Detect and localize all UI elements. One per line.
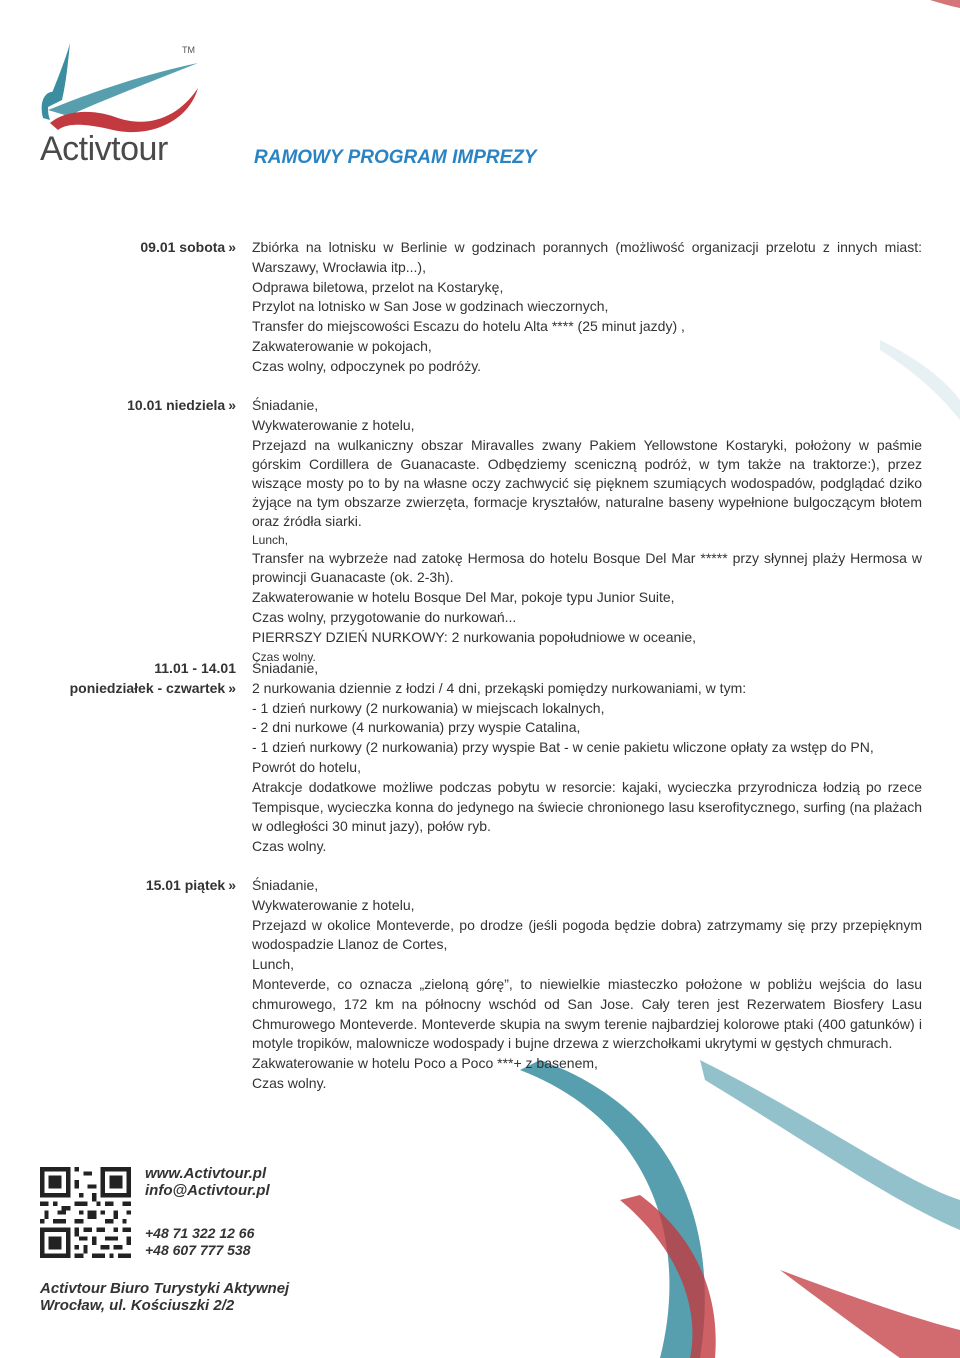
day-separator: » (228, 397, 236, 413)
program-line: Śniadanie, (252, 877, 319, 893)
program-line: Przylot na lotnisko w San Jose w godzinach wieczornych, (252, 298, 609, 315)
program-line: Zakwaterowanie w hotelu Poco a Poco ***+ z basenem, (252, 1055, 598, 1072)
program-line: Czas wolny. (252, 649, 316, 664)
footer-phone: +48 607 777 538 (145, 1242, 251, 1258)
footer-email[interactable]: info@Activtour.pl (145, 1182, 270, 1199)
program-line: Przejazd w okolice Monteverde, po drodze (jeśli pogoda będzie dobra) zatrzymamy się przy przepięknym wodospadzie Llanoz de Cortes, (252, 916, 922, 953)
program-line: Śniadanie, (252, 660, 319, 676)
program-line: Odprawa biletowa, przelot na Kostarykę, (252, 278, 504, 295)
program-line: Monteverde, co oznacza „zieloną górę”, to niewielkie miasteczko położone w pobliżu wejścia do lasu chmurowego, 172 km na północny wschód od San Jose. Cały teren jest Rezerwatem Biosfery Lasu Chmurowego Monteverde. Monteverde skupia na swym terenie najbardziej kolorowe ptaki (400 gatunków) i motyle tropików, malownicze wodospady i bujne drzewa z wierzchołkami ukrytymi w gęstych chmurach. (252, 975, 922, 1052)
day-label (0, 238, 236, 258)
program-line: Zakwaterowanie w pokojach, (252, 337, 432, 354)
page-title: RAMOWY PROGRAM IMPREZY (254, 147, 537, 168)
day-body (252, 876, 922, 1094)
program-line: 2 nurkowania dziennie z łodzi / 4 dni, przekąski pomiędzy nurkowaniami, w tym: (252, 679, 747, 696)
day-separator: » (228, 239, 236, 255)
footer-website[interactable]: www.Activtour.pl (145, 1165, 267, 1182)
day-separator: » (228, 679, 236, 696)
program-line: Lunch, (252, 532, 289, 547)
program-line: Czas wolny, przygotowanie do nurkowań... (252, 608, 517, 625)
program-line: Lunch, (252, 956, 295, 973)
day-date: 10.01 niedziela (127, 397, 226, 413)
day-weekdays: poniedziałek - czwartek (69, 679, 226, 696)
program-line: Transfer do miejscowości Escazu do hotelu Alta **** (25 minut jazdy) , (252, 318, 685, 335)
day-date: 11.01 - 14.01 (154, 660, 236, 676)
day-label (0, 659, 236, 699)
program-line: - 2 dni nurkowe (4 nurkowania) przy wyspie Catalina, (252, 719, 581, 736)
footer-address: Wrocław, ul. Kościuszki 2/2 (40, 1297, 235, 1314)
program-line: Śniadanie, (252, 397, 319, 413)
day-separator: » (228, 877, 236, 893)
program-line: - 1 dzień nurkowy (2 nurkowania) w miejscach lokalnych, (252, 699, 605, 716)
program-line: Wykwaterowanie z hotelu, (252, 896, 415, 913)
trademark-mark: TM (182, 45, 195, 55)
day-body (252, 396, 922, 666)
day-body (252, 238, 922, 377)
day-date: 09.01 sobota (140, 239, 226, 255)
program-line: Zbiórka na lotnisku w Berlinie w godzinach porannych (możliwość organizacji przelotu z innych miast: Warszawy, Wrocławia itp...), (252, 239, 922, 275)
program-line: Przejazd na wulkaniczny obszar Miravalles zwany Pakiem Yellowstone Kostaryki, położony w paśmie górskim Cordillera de Guanacaste. Odbędziemy sceniczną podróż, w tym także na traktorze:), przez wiszące mosty po to by na własne oczy zachwycić się pięknem szumiących wodospadów, podglądać dziko żyjące na tym obszarze zwierzęta, formacje kryształów, naturalne baseny wypełnione bulgoczącym błotem oraz źródła siarki. (252, 436, 922, 529)
program-line: Transfer na wybrzeże nad zatokę Hermosa do hotelu Bosque Del Mar ***** przy słynnej plaży Hermosa w prowincji Guanacaste (ok. 2-3h). (252, 549, 922, 586)
day-body (252, 659, 922, 857)
program-line: PIERRSZY DZIEŃ NURKOWY: 2 nurkowania popołudniowe w oceanie, (252, 628, 697, 645)
program-line: Zakwaterowanie w hotelu Bosque Del Mar, pokoje typu Junior Suite, (252, 589, 675, 606)
program-line: Powrót do hotelu, (252, 758, 361, 775)
program-line: Atrakcje dodatkowe możliwe podczas pobytu w resorcie: kajaki, wycieczka przyrodnicza łodzią po rzece Tempisque, wycieczka konna do jedynego na świecie chronionego lasu kserofitycznego, surfing (na plażach w odległości 30 minut jazy), połów ryb. (252, 778, 922, 835)
program-line: Czas wolny, odpoczynek po podróży. (252, 357, 482, 374)
program-line: Czas wolny. (252, 838, 327, 855)
program-line: - 1 dzień nurkowy (2 nurkowania) przy wyspie Bat - w cenie pakietu wliczone opłaty za wstęp do PN, (252, 739, 874, 756)
qr-code (40, 1167, 131, 1258)
day-label (0, 396, 236, 416)
program-line: Czas wolny. (252, 1074, 327, 1091)
footer-phone: +48 71 322 12 66 (145, 1225, 255, 1241)
footer-company: Activtour Biuro Turystyki Aktywnej (40, 1280, 290, 1297)
day-label (0, 876, 236, 896)
program-line: Wykwaterowanie z hotelu, (252, 416, 415, 433)
brand-name: Activtour (40, 130, 168, 168)
day-date: 15.01 piątek (145, 877, 226, 893)
